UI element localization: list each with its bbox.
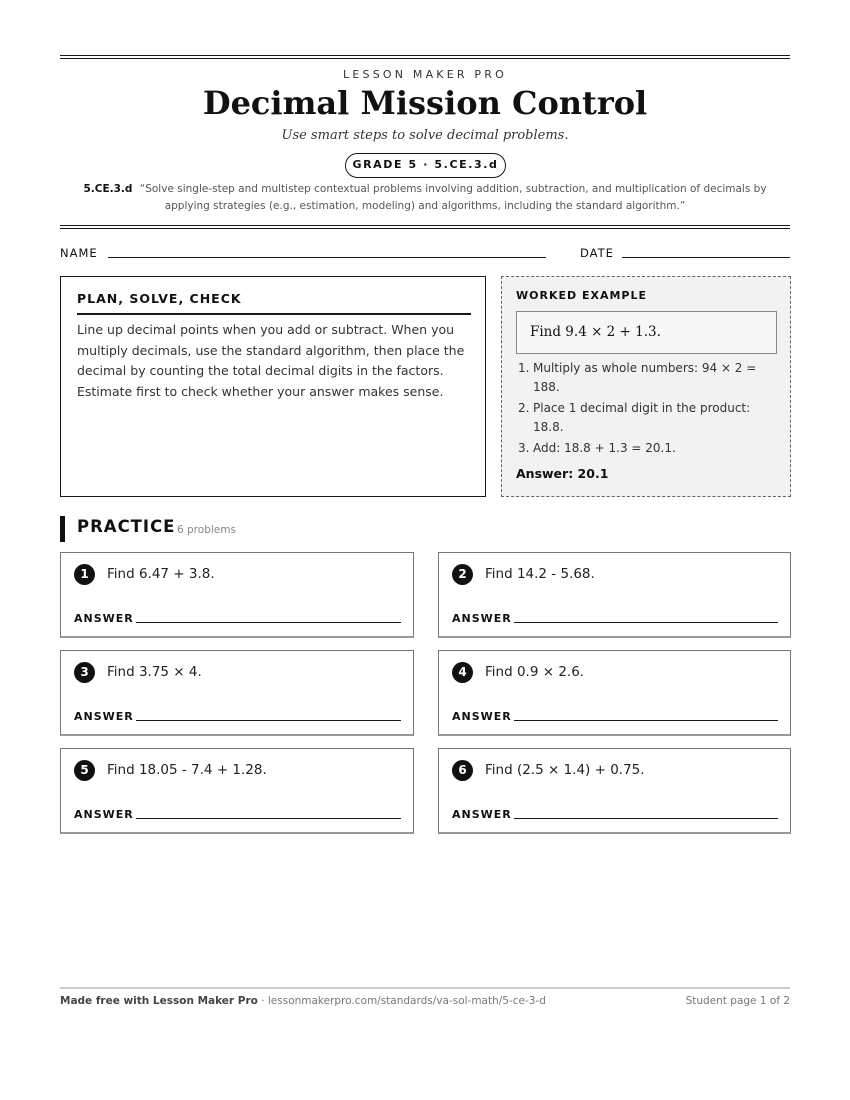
problem-text: Find 14.2 - 5.68. [485, 566, 595, 582]
footer-page-number: Student page 1 of 2 [685, 995, 790, 1007]
practice-card-4 [438, 650, 791, 736]
plan-title: PLAN, SOLVE, CHECK [77, 291, 242, 306]
header-rule-inner [60, 228, 790, 229]
answer-field[interactable] [136, 622, 401, 623]
practice-card-1 [60, 552, 414, 638]
problem-text: Find 6.47 + 3.8. [107, 566, 215, 582]
plan-text: Line up decimal points when you add or subtract. When you multiply decimals, use the standard algorithm, then place the decimal by counting the total decimal digits in the factors. Estimate first to check whether your answer makes sense. [77, 322, 465, 399]
grade-badge: GRADE 5 · 5.CE.3.d [345, 153, 506, 178]
problem-number-badge: 6 [452, 760, 473, 781]
answer-label: ANSWER [74, 612, 134, 625]
plan-solve-check-box [60, 276, 486, 497]
practice-card-6 [438, 748, 791, 834]
footer-url[interactable]: · lessonmakerpro.com/standards/va-sol-math/5-ce-3-d [257, 995, 546, 1007]
answer-field[interactable] [514, 818, 778, 819]
step-text: Add: 18.8 + 1.3 = 20.1. [533, 441, 676, 455]
problem-text: Find 0.9 × 2.6. [485, 664, 585, 680]
practice-card-5 [60, 748, 414, 834]
step-number: 1. [518, 361, 530, 375]
problem-number-badge: 3 [74, 662, 95, 683]
plan-title-underline [77, 313, 471, 315]
date-label: DATE [580, 246, 614, 260]
worked-example-box [501, 276, 791, 497]
footer-rule [60, 987, 790, 989]
worked-example-step [518, 439, 774, 458]
problem-text: Find 18.05 - 7.4 + 1.28. [107, 762, 267, 778]
standard-description [70, 181, 780, 215]
answer-field[interactable] [514, 622, 778, 623]
page-subtitle: Use smart steps to solve decimal problems. [281, 128, 569, 143]
answer-label: ANSWER [74, 808, 134, 821]
answer-label: ANSWER [452, 612, 512, 625]
practice-count: 6 problems [177, 524, 236, 536]
practice-title: PRACTICE [77, 517, 176, 536]
practice-accent-bar [60, 516, 65, 542]
name-label: NAME [60, 246, 98, 260]
answer-field[interactable] [514, 720, 778, 721]
standard-code: 5.CE.3.d [83, 183, 133, 195]
worked-example-problem: Find 9.4 × 2 + 1.3. [516, 311, 777, 354]
practice-card-3 [60, 650, 414, 736]
problem-number-badge: 4 [452, 662, 473, 683]
page-title: Decimal Mission Control [202, 84, 648, 122]
worked-example-step [518, 399, 774, 436]
worked-example-answer: Answer: 20.1 [516, 466, 609, 481]
practice-card-2 [438, 552, 791, 638]
answer-label: ANSWER [452, 808, 512, 821]
problem-number-badge: 2 [452, 564, 473, 585]
worked-example-title: WORKED EXAMPLE [516, 289, 647, 302]
worked-example-step [518, 359, 774, 396]
problem-text: Find (2.5 × 1.4) + 0.75. [485, 762, 645, 778]
problem-text: Find 3.75 × 4. [107, 664, 202, 680]
footer-credit [60, 995, 546, 1007]
answer-field[interactable] [136, 720, 401, 721]
answer-label: ANSWER [74, 710, 134, 723]
header-rule [60, 225, 790, 226]
problem-number-badge: 5 [74, 760, 95, 781]
worked-example-steps [518, 359, 774, 461]
answer-field[interactable] [136, 818, 401, 819]
step-text: Place 1 decimal digit in the product: 18.8. [533, 401, 751, 434]
step-text: Multiply as whole numbers: 94 × 2 = 188. [533, 361, 757, 394]
top-rule [60, 55, 790, 56]
answer-label: ANSWER [452, 710, 512, 723]
footer-made-with: Made free with Lesson Maker Pro [60, 995, 258, 1007]
date-field[interactable] [622, 257, 790, 258]
step-number: 3. [518, 441, 530, 455]
problem-number-badge: 1 [74, 564, 95, 585]
top-rule-inner [60, 58, 790, 59]
name-field[interactable] [108, 257, 546, 258]
standard-text: “Solve single-step and multistep contextual problems involving addition, subtraction, and multiplication of decimals by applying strategies (e.g., estimation, modeling) and algorithms, including the standard algorithm.” [139, 183, 767, 212]
brand-label: LESSON MAKER PRO [343, 68, 507, 81]
step-number: 2. [518, 401, 530, 415]
